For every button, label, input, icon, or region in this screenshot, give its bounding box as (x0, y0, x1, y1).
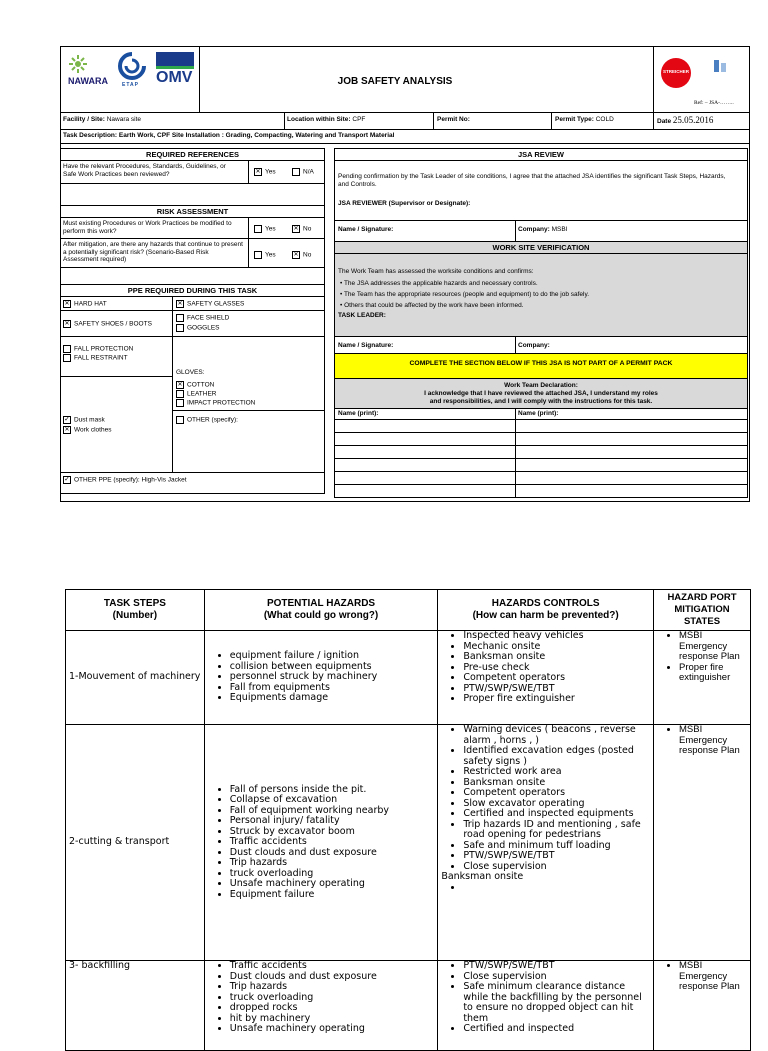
goggles-label: GOGGLES (187, 324, 220, 332)
logo-right-area (653, 46, 750, 112)
facility-cell (63, 116, 141, 124)
cotton-label: COTTON (187, 381, 215, 389)
ppe-row2-border (60, 336, 325, 337)
jsa-review-text: Pending confirmation by the Task Leader of site conditions, I agree that the attached JSA identifies the significant Task Steps, Hazards, and Controls. (338, 173, 726, 188)
streicher-logo (661, 58, 691, 88)
no-label: No (303, 251, 312, 259)
header-potential-hazards (204, 590, 438, 631)
risk-q1-no (292, 225, 311, 233)
safety-shoes-label: SAFETY SHOES / BOOTS (74, 320, 152, 328)
hazards-list (208, 785, 435, 901)
leather-label: LEATHER (187, 390, 217, 398)
risk-q2-no-checkbox[interactable] (292, 251, 300, 259)
list-item: • Dust clouds and dust exposure (230, 848, 435, 859)
list-item: • truck overloading (230, 869, 435, 880)
list-item: • Trip hazards ID and mentioning , safe road opening for pedestrians (463, 820, 650, 841)
permit-no-label: Permit No: (437, 116, 470, 123)
etap-logo (118, 52, 150, 92)
jsa-review-title: JSA REVIEW (518, 150, 564, 159)
impact-checkbox[interactable] (176, 399, 184, 407)
sig-row-line (334, 458, 748, 459)
header-hazard-controls (438, 590, 654, 631)
fall-protection-label: FALL PROTECTION (74, 345, 134, 353)
list-item: • Close supervision (463, 862, 650, 873)
fall-restraint-label: FALL RESTRAINT (74, 354, 128, 362)
risk-col-divider (248, 217, 249, 267)
reviewer-col-divider (515, 220, 516, 241)
req-refs-na-checkbox[interactable] (292, 168, 300, 176)
list-item: • Traffic accidents (230, 837, 435, 848)
yellow-banner-text: COMPLETE THE SECTION BELOW IF THIS JSA IS NOT PART OF A PERMIT PACK (409, 360, 673, 367)
header-line: (How can harm be prevented?) (472, 610, 619, 621)
ppe-fall-protection (63, 345, 133, 353)
task-desc-label: Task Description: (63, 132, 118, 139)
task-step-cell: 2-cutting & transport (66, 725, 205, 961)
declaration-line-1: I acknowledge that I have reviewed the attached JSA, I understand my roles (424, 390, 658, 397)
facility-row (60, 112, 750, 130)
list-item: • Close supervision (463, 972, 650, 983)
task-desc-bottom-border (60, 143, 750, 144)
risk-title: RISK ASSESSMENT (156, 207, 229, 216)
header-line: MITIGATION STATES (674, 604, 730, 627)
yes-label: Yes (265, 168, 276, 176)
list-item: • Equipment failure (230, 890, 435, 901)
mitigation-cell (654, 725, 751, 961)
jsa-review-title-border (334, 160, 748, 161)
controls-list (441, 725, 650, 872)
work-clothes-label: Work clothes (74, 426, 112, 434)
gloves-label: GLOVES: (176, 369, 205, 376)
list-item: • Trip hazards (230, 982, 435, 993)
hazards-cell (204, 631, 438, 725)
date-divider (653, 112, 654, 130)
fall-restraint-checkbox[interactable] (63, 354, 71, 362)
na-label: N/A (303, 168, 314, 176)
name-signature-label: Name / Signature: (338, 226, 394, 233)
ppe-impact (176, 399, 255, 407)
goggles-checkbox[interactable] (176, 324, 184, 332)
ppe-gap (60, 284, 325, 285)
streicher-text: STREICHER (662, 69, 689, 74)
declaration-line-2: and responsibilities, and I will comply with the instructions for this task. (429, 398, 653, 405)
list-item: • Mechanic onsite (463, 642, 650, 653)
ppe-safety-glasses (176, 300, 244, 308)
other-ppe-checkbox[interactable] (63, 476, 71, 484)
header-task-steps (66, 590, 205, 631)
list-item: • Restricted work area (463, 767, 650, 778)
controls-list (441, 631, 650, 705)
jsa-reviewer-border (334, 220, 748, 221)
list-item: • personnel struck by machinery (230, 672, 435, 683)
list-item: • Struck by excavator boom (230, 827, 435, 838)
list-item: • Banksman onsite (463, 652, 650, 663)
impact-label: IMPACT PROTECTION (187, 399, 256, 407)
risk-q1-no-checkbox[interactable] (292, 225, 300, 233)
declaration-title: Work Team Declaration: (504, 382, 578, 389)
work-site-verification (335, 242, 747, 336)
partner-logo-icon (712, 58, 728, 74)
face-shield-checkbox[interactable] (176, 314, 184, 322)
facility-value: Nawara site (106, 116, 142, 123)
list-item: • Competent operators (463, 673, 650, 684)
controls-cell (438, 631, 654, 725)
list-item: • Competent operators (463, 788, 650, 799)
name-print-label-2: Name (print): (518, 410, 559, 417)
ppe-other-ppe (63, 476, 187, 484)
wsv-bottom-border (334, 336, 748, 337)
mitigation-cell (654, 631, 751, 725)
list-item: • Dust clouds and dust exposure (230, 972, 435, 983)
ppe-leather (176, 390, 217, 398)
etap-text: ETAP (122, 82, 139, 88)
risk-q2-yes-checkbox[interactable] (254, 251, 262, 259)
hard-hat-checkbox[interactable] (63, 300, 71, 308)
wsv-bullet-3: • Others that could be affected by the work have been informed. (340, 302, 524, 309)
ppe-work-clothes (63, 426, 111, 434)
header-mitigation (654, 590, 751, 631)
list-item: • PTW/SWP/SWE/TBT (463, 851, 650, 862)
safety-glasses-checkbox[interactable] (176, 300, 184, 308)
omv-text: OMV (156, 69, 193, 86)
yes-label: Yes (265, 225, 276, 233)
location-cell (287, 116, 365, 124)
ppe-face-shield (176, 314, 229, 322)
list-item: • equipment failure / ignition (230, 651, 435, 662)
header-line: POTENTIAL HAZARDS (266, 598, 376, 609)
company-label: Company: (518, 226, 550, 233)
list-item: • Fall from equipments (230, 683, 435, 694)
location-label: Location within Site: (287, 116, 351, 123)
location-value: CPF (352, 116, 366, 123)
list-item: • Personal injury/ fatality (230, 816, 435, 827)
name-print-label: Name (print): (338, 410, 379, 417)
risk-q2-no (292, 251, 311, 259)
wsv-title-border (334, 253, 748, 254)
work-clothes-checkbox[interactable] (63, 426, 71, 434)
jsa-reviewer-label: JSA REVIEWER (Supervisor or Designate): (338, 200, 471, 207)
ppe-goggles (176, 324, 220, 332)
controls-empty-bullet (441, 883, 650, 894)
ppe-title: PPE REQUIRED DURING THIS TASK (127, 286, 258, 295)
list-item: • MSBI Emergency response Plan (679, 631, 747, 663)
ppe-dust-mask (63, 416, 105, 424)
list-item: • PTW/SWP/SWE/TBT (463, 684, 650, 695)
risk-q2-yes (254, 251, 276, 259)
permit-type-value: COLD (595, 116, 614, 123)
ref-text: Ref: – JSA-…….. (694, 100, 734, 106)
ppe-row3-border (60, 376, 172, 377)
task-step-cell: 3- backfilling (66, 961, 205, 1051)
list-item: • Slow excavator operating (463, 799, 650, 810)
sig-row-line (334, 445, 748, 446)
task-desc-value: Earth Work, CPF Site Installation : Grading, Compacting, Watering and Transport Material (118, 132, 395, 139)
list-item: • PTW/SWP/SWE/TBT (463, 961, 650, 972)
list-item: • truck overloading (230, 993, 435, 1004)
mitigation-list (657, 961, 747, 993)
list-item: • Trip hazards (230, 858, 435, 869)
list-item: • Unsafe machinery operating (230, 879, 435, 890)
controls-cell (438, 961, 654, 1051)
ppe-fall-restraint (63, 354, 128, 362)
hazards-cell (204, 725, 438, 961)
other-checkbox[interactable] (176, 416, 184, 424)
header-line: (Number) (112, 610, 158, 621)
header-line: (What could go wrong?) (263, 610, 379, 621)
ppe-safety-shoes (63, 320, 152, 328)
location-divider (433, 112, 434, 130)
list-item: • Safe and minimum tuff loading (463, 841, 650, 852)
jsa-task-table (65, 589, 751, 1051)
list-item: • Proper fire extinguisher (463, 694, 650, 705)
req-refs-title: REQUIRED REFERENCES (146, 150, 239, 159)
leather-checkbox[interactable] (176, 390, 184, 398)
other-ppe-label: OTHER PPE (specify): High-Vis Jacket (74, 476, 187, 484)
header-line: HAZARDS CONTROLS (491, 598, 600, 609)
req-refs-yes-checkbox[interactable] (254, 168, 262, 176)
req-refs-question: Have the relevant Procedures, Standards, Guidelines, or Safe Work Practices been reviewed? (63, 163, 226, 178)
wsv-title: WORK SITE VERIFICATION (492, 243, 590, 252)
list-item: • Certified and inspected equipments (463, 809, 650, 820)
sig-row-line (334, 432, 748, 433)
list-item: • MSBI Emergency response Plan (679, 725, 747, 757)
ppe-col-divider (172, 296, 173, 472)
risk-q1-yes-checkbox[interactable] (254, 225, 262, 233)
dust-mask-label: Dust mask (74, 416, 105, 424)
controls-list (441, 961, 650, 1035)
list-item: • Banksman onsite (463, 778, 650, 789)
permit-type-label: Permit Type: (555, 116, 594, 123)
mitigation-list (657, 631, 747, 684)
nawara-logo (66, 54, 116, 90)
list-item: • Inspected heavy vehicles (463, 631, 650, 642)
ppe-hard-hat (63, 300, 107, 308)
controls-extra: Banksman onsite (441, 871, 524, 882)
signature-grid (334, 408, 748, 498)
list-item: • dropped rocks (230, 1003, 435, 1014)
fall-protection-checkbox[interactable] (63, 345, 71, 353)
permit-type-cell (555, 116, 614, 124)
wsv-bullet-1: • The JSA addresses the applicable hazards and necessary controls. (340, 280, 538, 287)
list-item: • Proper fire extinguisher (679, 663, 747, 684)
risk-title-border (60, 217, 325, 218)
list-item: • Identified excavation edges (posted safety signs ) (463, 746, 650, 767)
list-item: • Collapse of excavation (230, 795, 435, 806)
nawara-text: NAWARA (68, 76, 108, 86)
list-item: • Fall of persons inside the pit. (230, 785, 435, 796)
list-item: • Traffic accidents (230, 961, 435, 972)
sig-row-line (334, 419, 748, 420)
controls-cell (438, 725, 654, 961)
safety-shoes-checkbox[interactable] (63, 320, 71, 328)
date-cell (657, 115, 713, 125)
task-leader-label: TASK LEADER: (338, 312, 386, 319)
no-label: No (303, 225, 312, 233)
hard-hat-label: HARD HAT (74, 300, 107, 308)
risk-q1-border (60, 238, 325, 239)
list-item: • Certified and inspected (463, 1024, 650, 1035)
list-item: • MSBI Emergency response Plan (679, 961, 747, 993)
list-item: • Equipments damage (230, 693, 435, 704)
mitigation-cell (654, 961, 751, 1051)
list-item: • hit by machinery (230, 1014, 435, 1025)
hazards-list (208, 961, 435, 1035)
hazards-cell (204, 961, 438, 1051)
mitigation-list (657, 725, 747, 757)
ref-col-divider (248, 160, 249, 183)
list-item: • Pre-use check (463, 663, 650, 674)
date-label: Date (657, 118, 672, 125)
facility-divider (284, 112, 285, 130)
ppe-cotton (176, 381, 214, 389)
wsv-bullet-2: • The Team has the appropriate resources (people and equipment) to do the job safely. (340, 291, 590, 298)
list-item: • Safe minimum clearance distance while the backfilling by the personnel to ensure no dropped object can hit them (463, 982, 650, 1024)
company-value: MSBI (551, 226, 568, 233)
risk-question-2: After mitigation, are there any hazards that continue to present a potentially significant risk? (Scenario-Based Risk Assessment required) (63, 241, 243, 263)
ppe-title-border (60, 296, 325, 297)
risk-bottom-border (60, 267, 325, 268)
yes-label: Yes (265, 251, 276, 259)
risk-gap (60, 205, 325, 206)
task-step-cell: 1-Mouvement of machinery (66, 631, 205, 725)
sig-row-line (334, 484, 748, 485)
leader-col-divider (515, 336, 516, 353)
omv-logo (154, 52, 198, 92)
permit-divider (551, 112, 552, 130)
name-signature-label-2: Name / Signature: (338, 342, 394, 349)
ppe-other (176, 416, 238, 424)
ppe-row5-border (60, 472, 325, 473)
facility-label: Facility / Site: (63, 116, 105, 123)
req-refs-na (292, 168, 314, 176)
form-title: JOB SAFETY ANALYSIS (337, 76, 453, 87)
header-line: TASK STEPS (103, 598, 166, 609)
wsv-intro: The Work Team has assessed the worksite conditions and confirms: (338, 268, 534, 275)
reviewer-company (518, 226, 568, 234)
ppe-row1-border (60, 310, 325, 311)
list-item (463, 883, 650, 894)
table-row (66, 631, 751, 725)
safety-glasses-label: SAFETY GLASSES (187, 300, 245, 308)
req-refs-yes (254, 168, 276, 176)
table-row (66, 961, 751, 1051)
list-item: • Warning devices ( beacons , reverse alarm , horns , ) (463, 725, 650, 746)
other-specify-label: OTHER (specify): (187, 416, 238, 424)
hazards-list (208, 651, 435, 704)
risk-question-1: Must existing Procedures or Work Practices be modified to perform this work? (63, 220, 232, 235)
list-item: • Unsafe machinery operating (230, 1024, 435, 1035)
req-refs-title-border (60, 160, 325, 161)
dust-mask-checkbox[interactable] (63, 416, 71, 424)
task-description (63, 132, 394, 140)
table-header-row (66, 590, 751, 631)
date-value: 25.05.2016 (672, 115, 714, 125)
list-item: • collision between equipments (230, 662, 435, 673)
risk-q1-yes (254, 225, 276, 233)
face-shield-label: FACE SHIELD (187, 314, 230, 322)
logo-area (60, 46, 200, 112)
table-row (66, 725, 751, 961)
list-item: • Fall of equipment working nearby (230, 806, 435, 817)
ppe-row4-border (172, 410, 325, 411)
header-line: HAZARD PORT (667, 592, 737, 603)
sig-row-line (334, 471, 748, 472)
cotton-checkbox[interactable] (176, 381, 184, 389)
req-refs-bottom-border (60, 183, 325, 184)
company-label-2: Company: (518, 342, 550, 349)
